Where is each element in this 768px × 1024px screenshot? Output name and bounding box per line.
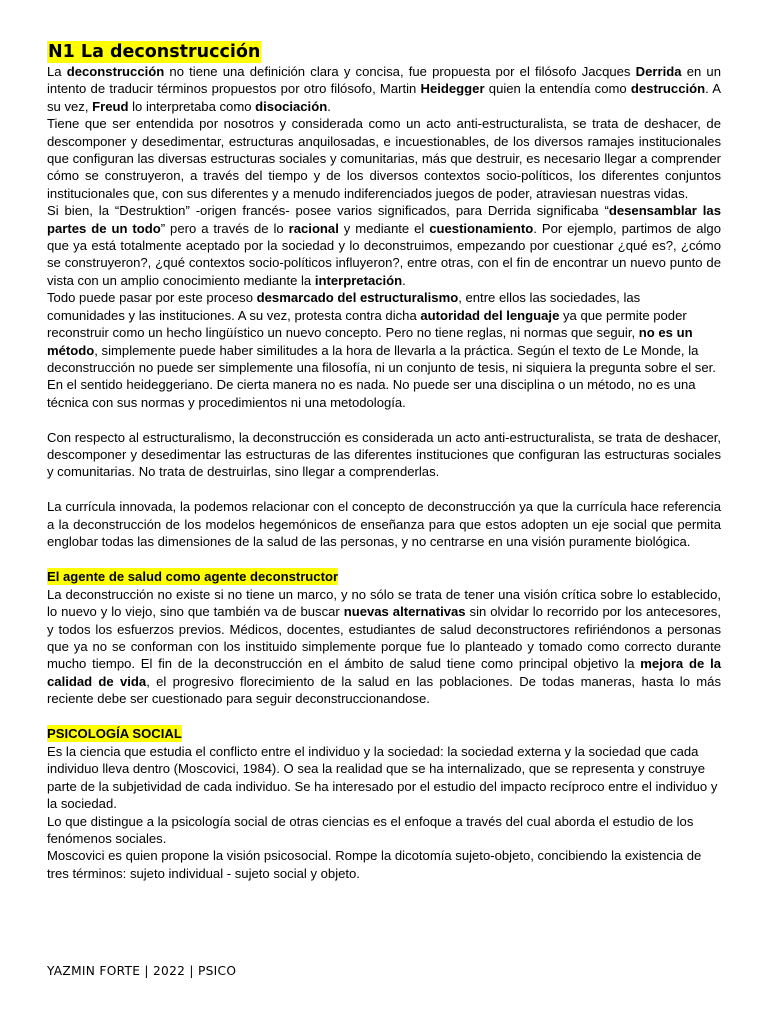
paragraph-8: Es la ciencia que estudia el conflicto entre el individuo y la sociedad: la sociedad externa y la sociedad que cada individuo lleva dentro (Moscovici, 1984). O sea la realidad que se ha internalizado, que se representa y construye parte de la subjetividad de cada individuo. Se ha interesado por el estudio del impacto recíproco entre el individuo y la sociedad. [47,743,718,812]
bold-term: Derrida [635,64,682,79]
paragraph-5: Con respecto al estructuralismo, la deconstrucción es considerada un acto anti-estructuralista, se trata de deshacer, descomponer y desedimentar las estructuras de las diferentes instituciones que configuran las estructuras sociales y comunitarias. No trata de destruirlas, sino llegar a comprenderlas. [47,429,721,480]
paragraph-4: Todo puede pasar por este proceso desmarcado del estructuralismo, entre ellos las sociedades, las comunidades y las instituciones. A su vez, protesta contra dicha autoridad del lenguaje ya que permite poder reconstruir como un hecho lingüístico un nuevo concepto. Pero no tiene reglas, ni normas que seguir, no es un método, simplemente puede haber similitudes a la hora de llevarla a la práctica. Según el texto de Le Monde, la deconstrucción no puede ser simplemente una filosofía, ni un conjunto de tesis, ni siquiera la pregunta sobre el ser. En el sentido heideggeriano. De cierta manera no es nada. No puede ser una disciplina o un método, no es una técnica con sus normas y procedimientos ni una metodología. [47,290,716,410]
bold-term: autoridad del lenguaje [420,307,560,323]
paragraph-3: Si bien, la “Destruktion” -origen francés- posee varios significados, para Derrida significaba “desensamblar las partes de un todo” pero a través de lo racional y mediante el cuestionamiento. Por ejemplo, partimos de algo que ya está totalmente aceptado por la sociedad y lo deconstruimos, empezando por cuestionar ¿qué es?, ¿cómo se construyeron?, ¿qué contextos socio-políticos influyeron?, entre otras, con el fin de encontrar un nuevo punto de vista con un amplio conocimiento mediante la interpretación. [47,203,721,288]
bold-term: interpretación [314,272,403,288]
bold-term: mejora de la calidad de vida [47,656,721,689]
paragraph-1: La deconstrucción no tiene una definición clara y concisa, fue propuesta por el filósofo Jacques Derrida en un intento de traducir términos propuestos por otro filósofo, Martin Heidegger quien la entendía como destrucción. A su vez, Freud lo interpretaba como disociación. [47,64,722,114]
bold-term: destrucción [630,81,706,97]
section-title: N1 La deconstrucción [48,42,261,62]
paragraph-10: Moscovici es quien propone la visión psicosocial. Rompe la dicotomía sujeto-objeto, concibiendo la existencia de tres términos: sujeto individual - sujeto social y objeto. [47,848,702,881]
paragraph-7: La deconstrucción no existe si no tiene un marco, y no sólo se trata de tener una visión crítica sobre lo establecido, lo nuevo y lo viejo, sino que también va de buscar nuevas alternativas sin olvidar lo recorrido por los antecesores, y todos los esfuerzos previos. Médicos, docentes, estudiantes de salud deconstructores refiriéndonos a personas que ya no se conforman con los instituido simplemente porque fue lo planteado y tomado como correcto durante mucho tiempo. El fin de la deconstrucción en el ámbito de salud tiene como principal objetivo la mejora de la calidad de vida, el progresivo florecimiento de la salud en las poblaciones. De todas maneras, hasta lo más reciente debe ser cuestionado para seguir deconstruccionandose. [47,586,722,707]
bold-term: no es un método [47,325,693,358]
bold-term: Freud [92,98,129,114]
document-page [47,41,721,882]
bold-term: racional [288,220,339,236]
bold-term: cuestionamiento [429,220,534,236]
paragraph-2: Tiene que ser entendida por nosotros y considerada como un acto anti-estructuralista, se trata de deshacer, de descomponer y desedimentar, estructuras anquilosadas, e incuestionables, de los diversos ramajes institucionales que configuran las diversas estructuras sociales y comunitarias, más que destruir, es necesario llegar a comprender cómo se construyeron, a través del tiempo y de los diversos contextos socio-políticos, los diferentes conjuntos institucionales que, con sus diferentes y a menudo indiferenciados juegos de poder, atraviesan nuestras vidas. [47,116,721,201]
bold-term: disociación [255,98,328,114]
subheading-agente-salud: El agente de salud como agente deconstructor [47,568,339,584]
bold-term: Heidegger [420,81,485,97]
page-footer: YAZMIN FORTE | 2022 | PSICO [47,964,237,978]
subheading-psicologia-social: PSICOLOGÍA SOCIAL [47,725,182,741]
paragraph-9: Lo que distingue a la psicología social de otras ciencias es el enfoque a través del cual aborda el estudio de los fenómenos sociales. [47,813,694,846]
paragraph-6: La currícula innovada, la podemos relacionar con el concepto de deconstrucción ya que la currícula hace referencia a la deconstrucción de los modelos hegemónicos de enseñanza para que estos adopten un eje social que permita englobar todas las dimensiones de la salud de las personas, y no centrarse en una visión puramente biológica. [47,499,721,549]
bold-term: desmarcado del estructuralismo [256,290,459,306]
bold-term: nuevas alternativas [343,604,466,620]
bold-term: desensamblar las partes de un todo [47,203,721,236]
bold-term: deconstrucción [66,64,165,79]
